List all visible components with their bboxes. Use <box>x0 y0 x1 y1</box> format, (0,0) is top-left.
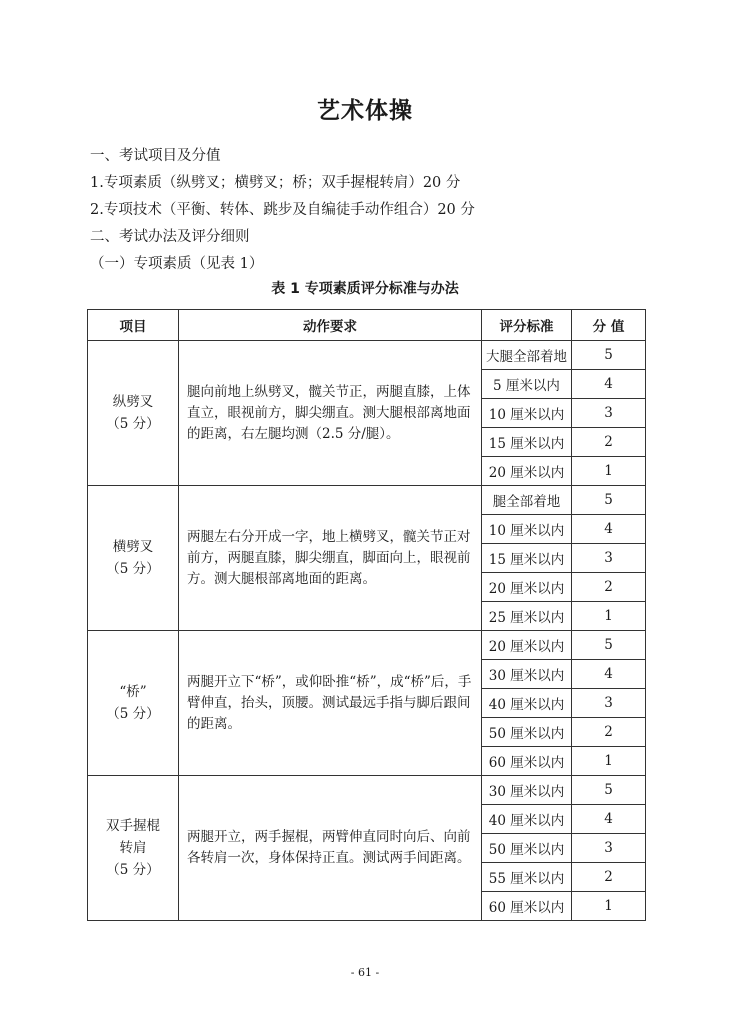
table-body <box>88 341 646 921</box>
item-name-cell <box>88 776 179 921</box>
item-name-line: （5 分） <box>106 416 160 432</box>
score-cell: 2 <box>572 718 646 747</box>
table-caption: 表 1 专项素质评分标准与办法 <box>271 281 459 297</box>
table-row <box>88 486 646 515</box>
score-cell: 1 <box>572 747 646 776</box>
header-score: 分 值 <box>572 310 646 341</box>
header-item: 项目 <box>88 310 179 341</box>
score-cell: 1 <box>572 892 646 921</box>
score-cell: 3 <box>572 834 646 863</box>
standard-cell: 50 厘米以内 <box>482 718 572 747</box>
section-item-1-1: 1.专项素质（纵劈叉；横劈叉；桥；双手握棍转肩）20 分 <box>90 175 461 191</box>
requirement-cell: 两腿开立，两手握棍，两臂伸直同时向后、向前各转肩一次，身体保持正直。测试两手间距离。 <box>179 776 482 921</box>
score-cell: 5 <box>572 776 646 805</box>
score-cell: 3 <box>572 544 646 573</box>
score-cell: 1 <box>572 602 646 631</box>
table-row <box>88 776 646 805</box>
item-name-line: （5 分） <box>106 706 160 722</box>
standard-cell: 40 厘米以内 <box>482 689 572 718</box>
item-name-line: 转肩 <box>119 840 147 856</box>
standard-cell: 40 厘米以内 <box>482 805 572 834</box>
score-cell: 3 <box>572 399 646 428</box>
item-name-line: 横劈叉 <box>112 539 154 555</box>
section-item-2-1: （一）专项素质（见表 1） <box>90 256 264 272</box>
standard-cell: 10 厘米以内 <box>482 515 572 544</box>
score-cell: 2 <box>572 863 646 892</box>
score-cell: 4 <box>572 805 646 834</box>
standard-cell: 腿全部着地 <box>482 486 572 515</box>
standard-cell: 20 厘米以内 <box>482 573 572 602</box>
item-name-line: （5 分） <box>106 862 160 878</box>
standard-cell: 50 厘米以内 <box>482 834 572 863</box>
page-title: 艺术体操 <box>317 98 413 124</box>
standard-cell: 30 厘米以内 <box>482 660 572 689</box>
score-cell: 5 <box>572 631 646 660</box>
item-name-cell <box>88 486 179 631</box>
table-header-row <box>88 310 646 341</box>
score-table <box>87 309 646 921</box>
table-row <box>88 341 646 370</box>
score-cell: 5 <box>572 486 646 515</box>
table-row <box>88 631 646 660</box>
standard-cell: 20 厘米以内 <box>482 631 572 660</box>
score-cell: 5 <box>572 341 646 370</box>
standard-cell: 大腿全部着地 <box>482 341 572 370</box>
score-cell: 3 <box>572 689 646 718</box>
standard-cell: 60 厘米以内 <box>482 747 572 776</box>
section-item-1-2: 2.专项技术（平衡、转体、跳步及自编徒手动作组合）20 分 <box>90 202 475 218</box>
score-cell: 4 <box>572 515 646 544</box>
item-name-cell <box>88 341 179 486</box>
item-name-line: （5 分） <box>106 561 160 577</box>
item-name-cell <box>88 631 179 776</box>
page-number: - 61 - <box>350 966 380 979</box>
section-heading-2: 二、考试办法及评分细则 <box>90 229 250 245</box>
score-cell: 1 <box>572 457 646 486</box>
standard-cell: 25 厘米以内 <box>482 602 572 631</box>
item-name-line: 双手握棍 <box>106 818 160 834</box>
item-name-line: 纵劈叉 <box>112 394 154 410</box>
standard-cell: 55 厘米以内 <box>482 863 572 892</box>
standard-cell: 20 厘米以内 <box>482 457 572 486</box>
score-cell: 4 <box>572 660 646 689</box>
requirement-cell: 两腿开立下“桥”，或仰卧推“桥”，成“桥”后，手臂伸直，抬头，顶腰。测试最远手指与脚后跟间的距离。 <box>179 631 482 776</box>
standard-cell: 10 厘米以内 <box>482 399 572 428</box>
standard-cell: 30 厘米以内 <box>482 776 572 805</box>
header-requirement: 动作要求 <box>179 310 482 341</box>
standard-cell: 15 厘米以内 <box>482 428 572 457</box>
score-cell: 4 <box>572 370 646 399</box>
requirement-cell: 腿向前地上纵劈叉，髋关节正，两腿直膝，上体直立，眼视前方，脚尖绷直。测大腿根部离地面的距离，右左腿均测（2.5 分/腿）。 <box>179 341 482 486</box>
standard-cell: 15 厘米以内 <box>482 544 572 573</box>
score-cell: 2 <box>572 428 646 457</box>
score-cell: 2 <box>572 573 646 602</box>
section-heading-1: 一、考试项目及分值 <box>90 148 221 164</box>
standard-cell: 60 厘米以内 <box>482 892 572 921</box>
requirement-cell: 两腿左右分开成一字，地上横劈叉，髋关节正对前方，两腿直膝，脚尖绷直，脚面向上，眼视前方。测大腿根部离地面的距离。 <box>179 486 482 631</box>
header-standard: 评分标准 <box>482 310 572 341</box>
item-name-line: “桥” <box>119 684 147 700</box>
standard-cell: 5 厘米以内 <box>482 370 572 399</box>
